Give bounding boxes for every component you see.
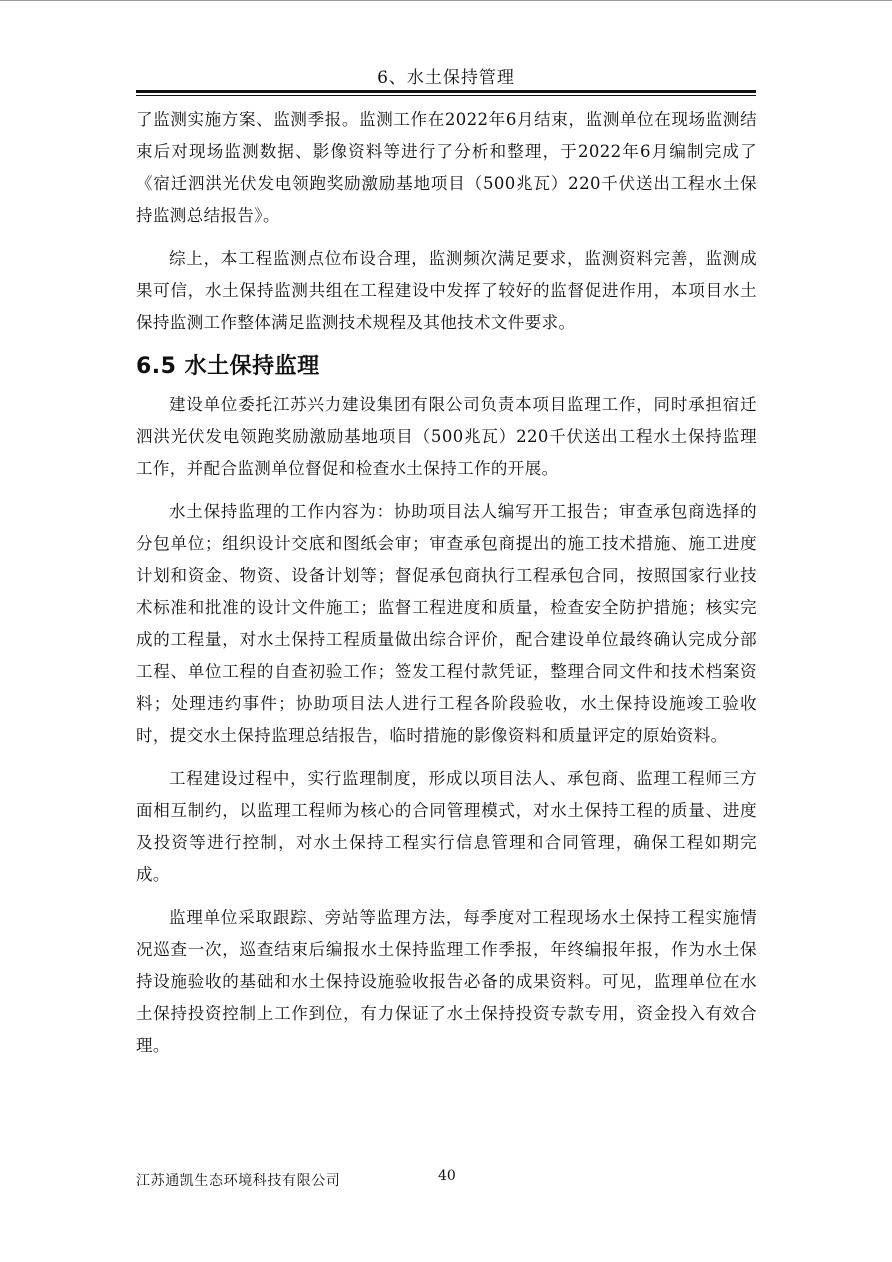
footer-company-name: 江苏通凯生态环境科技有限公司 [136, 1173, 341, 1189]
running-header-title: 6、水土保持管理 [377, 68, 515, 88]
section-heading: 6.5 水土保持监理 [136, 354, 320, 379]
header-rule-thick [136, 90, 756, 93]
top-border [0, 0, 892, 1]
paragraph-supervision-scope: 水土保持监理的工作内容为：协助项目法人编写开工报告；审查承包商选择的分包单位；组织设计交底和图纸会审；审查承包商提出的施工技术措施、施工进度计划和资金、物资、设备计划等；督促承包商执行工程承包合同，按照国家行业技术标准和批准的设计文件施工；监督工程进度和质量，检查安全防护措施；核实完成的工程量，对水土保持工程质量做出综合评价，配合建设单位最终确认完成分部工程、单位工程的自查初验工作；签发工程付款凭证，整理合同文件和技术档案资料；处理违约事件；协助项目法人进行工程各阶段验收，水土保持设施竣工验收时，提交水土保持监理总结报告，临时措施的影像资料和质量评定的原始资料。 [136, 502, 757, 745]
paragraph-supervision-method: 监理单位采取跟踪、旁站等监理方法，每季度对工程现场水土保持工程实施情况巡查一次，巡查结束后编报水土保持监理工作季报，年终编报年报，作为水土保持设施验收的基础和水土保持设施验收报告必备的成果资料。可见，监理单位在水土保持投资控制上工作到位，有力保证了水土保持投资专款专用，资金投入有效合理。 [136, 908, 757, 1055]
header-rule-thin [136, 95, 756, 96]
paragraph-supervision-system: 工程建设过程中，实行监理制度，形成以项目法人、承包商、监理工程师三方面相互制约，以监理工程师为核心的合同管理模式，对水土保持工程的质量、进度及投资等进行控制，对水土保持工程实行信息管理和合同管理，确保工程如期完成。 [136, 769, 757, 884]
paragraph-summary: 综上，本工程监测点位布设合理，监测频次满足要求，监测资料完善，监测成果可信，水土保持监测共组在工程建设中发挥了较好的监督促进作用，本项目水土保持监测工作整体满足监测技术规程及其他技术文件要求。 [136, 249, 757, 332]
page-body [136, 104, 757, 1073]
page-number: 40 [438, 1168, 456, 1184]
paragraph-supervision-intro: 建设单位委托江苏兴力建设集团有限公司负责本项目监理工作，同时承担宿迁泗洪光伏发电领跑奖励激励基地项目（500兆瓦）220千伏送出工程水土保持监理工作，并配合监测单位督促和检查水土保持工作的开展。 [136, 395, 757, 478]
paragraph-continued: 了监测实施方案、监测季报。监测工作在2022年6月结束，监测单位在现场监测结束后对现场监测数据、影像资料等进行了分析和整理，于2022年6月编制完成了《宿迁泗洪光伏发电领跑奖励激励基地项目（500兆瓦）220千伏送出工程水土保持监测总结报告》。 [136, 110, 757, 225]
